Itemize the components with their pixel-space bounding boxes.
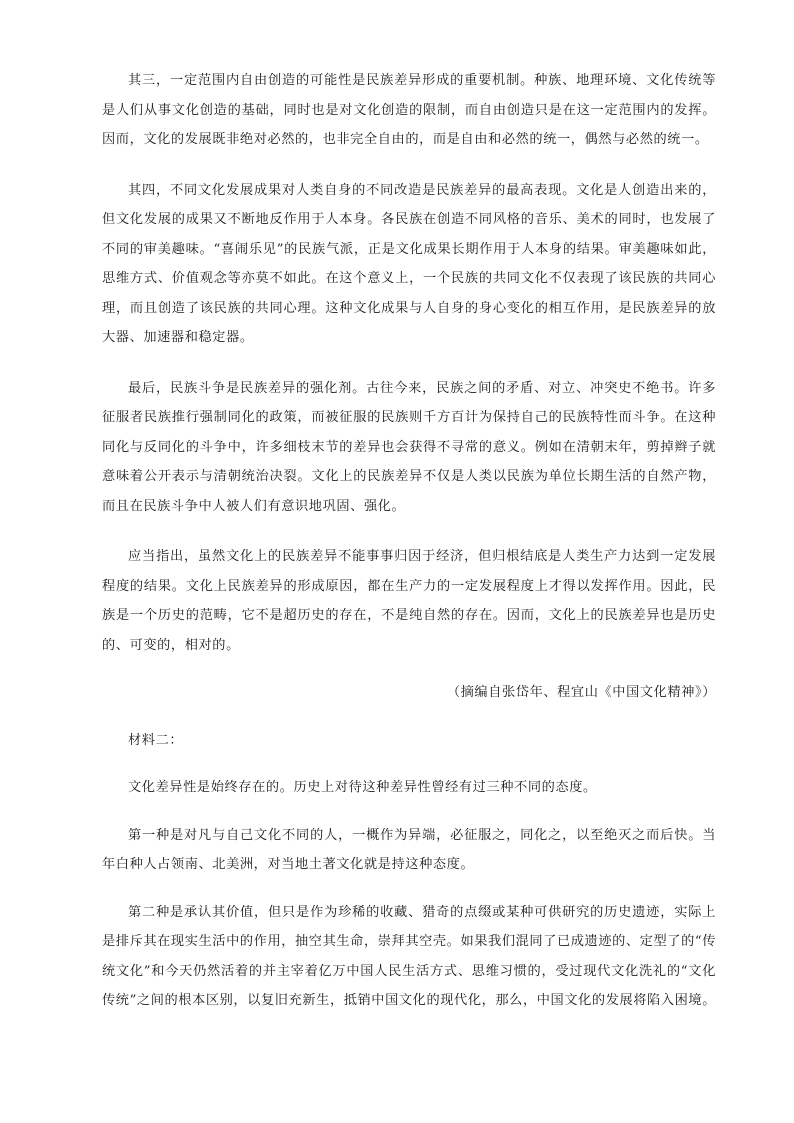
paragraph-ethnic-struggle: 最后，民族斗争是民族差异的强化剂。古往今来，民族之间的矛盾、对立、冲突史不绝书。许多征服者民族推行强制同化的政策，而被征服的民族则千方百计为保持自己的民族特性而斗争。在这种同化与反同化的斗争中，许多细枝末节的差异也会获得不寻常的意义。例如在清朝末年，剪掉辫子就意味着公开表示与清朝统治决裂。文化上的民族差异不仅是人类以民族为单位长期生活的自然产物，而且在民族斗争中人被人们有意识地巩固、强化。 [102, 380, 716, 514]
paragraph-second-attitude: 第二种是承认其价值，但只是作为珍稀的收藏、猎奇的点缀或某种可供研究的历史遗迹，实际上是排斥其在现实生活中的作用，抽空其生命，崇拜其空壳。如果我们混同了已成遗迹的、定型了的“传统文化”和今天仍然活着的并主宰着亿万中国人民生活方式、思维习惯的，受过现代文化洗礼的“文化传统”之间的根本区别，以复旧充新生，抵销中国文化的现代化，那么，中国文化的发展将陷入困境。 [102, 904, 716, 1008]
source-citation: （摘编自张岱年、程宜山《中国文化精神》） [446, 685, 716, 700]
paragraph-first-attitude: 第一种是对凡与自己文化不同的人，一概作为异端，必征服之，同化之，以至绝灭之而后快。当年白种人占领南、北美洲，对当地土著文化就是持这种态度。 [102, 827, 716, 872]
paragraph-third-mechanism: 其三，一定范围内自由创造的可能性是民族差异形成的重要机制。种族、地理环境、文化传统等是人们从事文化创造的基础，同时也是对文化创造的限制，而自由创造只是在这一定范围内的发挥。因而，文化的发展既非绝对必然的，也非完全自由的，而是自由和必然的统一，偶然与必然的统一。 [102, 73, 716, 147]
document-page [102, 66, 716, 1016]
material-two-label: 材料二： [128, 732, 184, 748]
paragraph-fourth-expression: 其四，不同文化发展成果对人类自身的不同改造是民族差异的最高表现。文化是人创造出来的，但文化发展的成果又不断地反作用于人本身。各民族在创造不同风格的音乐、美术的同时，也发展了不同的审美趣味。“喜闹乐见”的民族气派，正是文化成果长期作用于人本身的结果。审美趣味如此，思维方式、价值观念等亦莫不如此。在这个意义上，一个民族的共同文化不仅表现了该民族的共同心理，而且创造了该民族的共同心理。这种文化成果与人自身的身心变化的相互作用，是民族差异的放大器、加速器和稳定器。 [102, 182, 716, 345]
paragraph-productivity: 应当指出，虽然文化上的民族差异不能事事归因于经济，但归根结底是人类生产力达到一定发展程度的结果。文化上民族差异的形成原因，都在生产力的一定发展程度上才得以发挥作用。因此，民族是一个历史的范畴，它不是超历史的存在，不是纯自然的存在。因而，文化上的民族差异也是历史的、可变的，相对的。 [102, 549, 716, 653]
paragraph-difference-exists: 文化差异性是始终存在的。历史上对待这种差异性曾经有过三种不同的态度。 [128, 780, 597, 795]
